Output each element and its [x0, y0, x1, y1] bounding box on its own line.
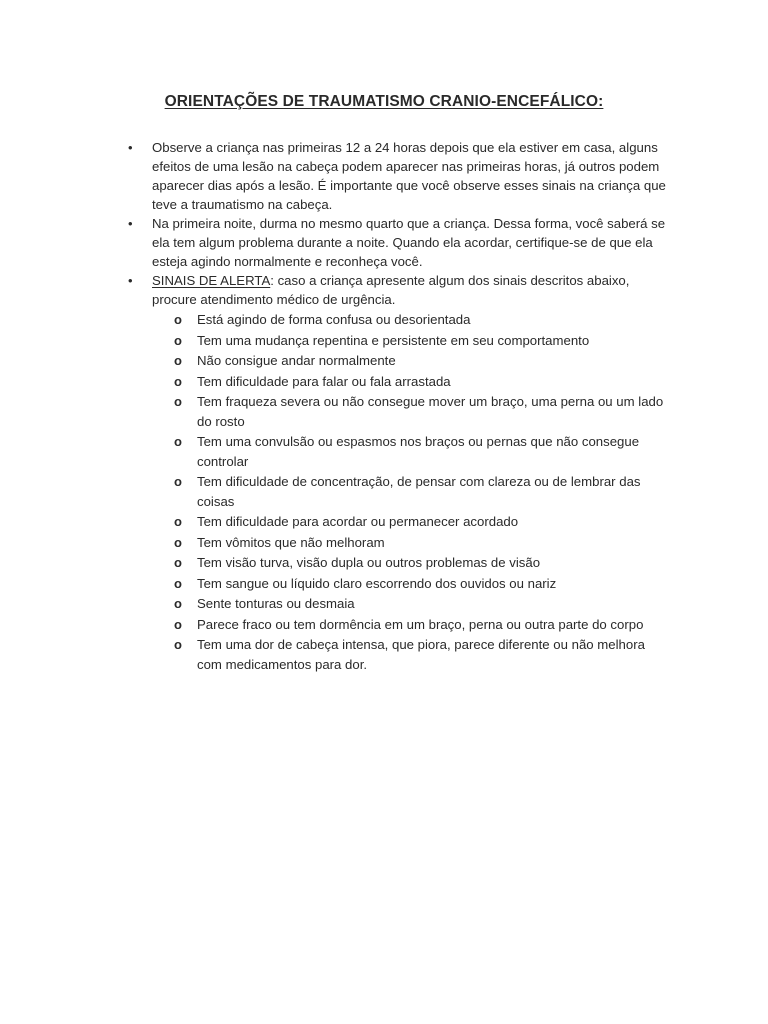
warning-sign-text: Tem dificuldade para acordar ou permanecer acordado	[197, 514, 519, 529]
list-marker-icon: o	[174, 373, 182, 389]
warning-sign-text: Não consigue andar normalmente	[197, 353, 396, 368]
alert-label: SINAIS DE ALERTA	[152, 273, 271, 288]
list-marker-icon: o	[174, 312, 182, 327]
warning-sign-text: Tem uma convulsão ou espasmos nos braços ou pernas que não consegue controlar	[197, 434, 640, 469]
warning-sign-text: Tem visão turva, visão dupla ou outros problemas de visão	[197, 555, 541, 570]
bullet-text: Na primeira noite, durma no mesmo quarto que a criança. Dessa forma, você saberá se ela tem algum problema durante a noite. Quando ela acordar, certifique-se de que ela esteja agindo normalmente e reconheça você.	[152, 216, 666, 269]
warning-sign-item	[128, 310, 668, 330]
warning-sign-item	[128, 594, 668, 614]
warning-signs-list	[128, 310, 668, 674]
list-marker-icon: o	[174, 434, 182, 449]
warning-sign-item	[128, 574, 668, 594]
warning-sign-item	[128, 512, 668, 532]
bullet-icon: •	[128, 216, 133, 231]
list-marker-icon: o	[174, 353, 182, 368]
warning-sign-text: Está agindo de forma confusa ou desorientada	[197, 312, 471, 327]
warning-sign-text: Tem sangue ou líquido claro escorrendo dos ouvidos ou nariz	[197, 575, 557, 591]
bullet-item-warning-signs	[128, 271, 668, 309]
list-marker-icon: o	[174, 394, 182, 409]
warning-sign-text: Tem uma mudança repentina e persistente em seu comportamento	[197, 332, 590, 348]
bullet-item-observe	[128, 138, 668, 214]
warning-sign-text: Parece fraco ou tem dormência em um braço, perna ou outra parte do corpo	[197, 616, 644, 632]
warning-sign-item	[128, 432, 668, 471]
alert-text: : caso a criança apresente algum dos sinais descritos abaixo, procure atendimento médico de urgência.	[152, 273, 630, 307]
list-marker-icon: o	[174, 514, 182, 529]
warning-sign-item	[128, 615, 668, 635]
bullet-text	[152, 271, 668, 309]
list-marker-icon: o	[174, 474, 182, 489]
bullet-item-first-night	[128, 214, 668, 271]
document-body	[128, 138, 668, 674]
list-marker-icon: o	[174, 596, 182, 611]
page-title: ORIENTAÇÕES DE TRAUMATISMO CRANIO-ENCEFÁLICO:	[164, 93, 604, 110]
warning-sign-item	[128, 553, 668, 573]
list-marker-icon: o	[174, 637, 182, 652]
warning-sign-text: Sente tonturas ou desmaia	[197, 596, 355, 611]
list-marker-icon: o	[174, 575, 182, 591]
bullet-icon: •	[128, 273, 133, 288]
warning-sign-text: Tem dificuldade de concentração, de pensar com clareza ou de lembrar das coisas	[197, 474, 641, 509]
warning-sign-text: Tem fraqueza severa ou não consegue mover um braço, uma perna ou um lado do rosto	[197, 394, 664, 429]
bullet-text: Observe a criança nas primeiras 12 a 24 horas depois que ela estiver em casa, alguns efeitos de uma lesão na cabeça podem aparecer nas primeiras horas, já outros podem aparecer dias após a lesão. É importante que você observe esses sinais na criança que teve a traumatismo na cabeça.	[152, 140, 666, 212]
warning-sign-item	[128, 372, 668, 392]
warning-sign-item	[128, 331, 668, 351]
bullet-icon: •	[128, 140, 133, 155]
list-marker-icon: o	[174, 534, 182, 550]
warning-sign-item	[128, 351, 668, 371]
list-marker-icon: o	[174, 555, 182, 570]
warning-sign-text: Tem dificuldade para falar ou fala arrastada	[197, 373, 451, 389]
list-marker-icon: o	[174, 332, 182, 348]
warning-sign-item	[128, 533, 668, 553]
warning-sign-item	[128, 472, 668, 511]
warning-sign-item	[128, 635, 668, 674]
warning-sign-item	[128, 392, 668, 431]
list-marker-icon: o	[174, 616, 182, 632]
warning-sign-text: Tem vômitos que não melhoram	[197, 534, 385, 550]
warning-sign-text: Tem uma dor de cabeça intensa, que piora, parece diferente ou não melhora com medicamentos para dor.	[197, 637, 645, 672]
